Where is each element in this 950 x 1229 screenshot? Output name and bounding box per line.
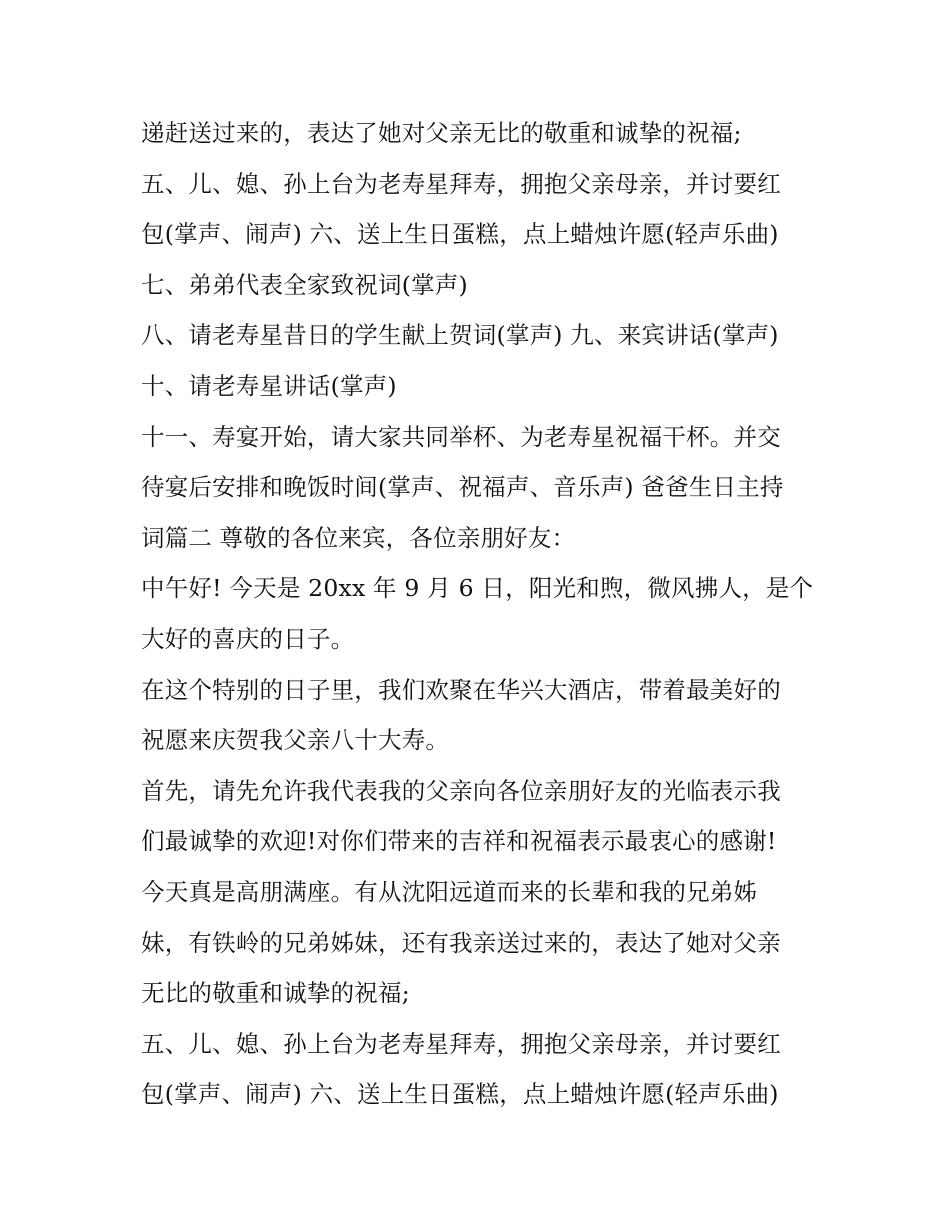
- text-line: 十、请老寿星讲话(掌声): [141, 371, 397, 400]
- text-line: 七、弟弟代表全家致祝词(掌声): [141, 270, 468, 299]
- text-line: 十一、寿宴开始，请大家共同举杯、为老寿星祝福干杯。并交: [141, 422, 781, 451]
- text-line: 五、儿、媳、孙上台为老寿星拜寿，拥抱父亲母亲，并讨要红: [141, 1029, 781, 1058]
- text-line: 递赶送过来的，表达了她对父亲无比的敬重和诚挚的祝福;: [141, 119, 742, 147]
- text-line: 首先，请先允许我代表我的父亲向各位亲朋好友的光临表示我: [141, 776, 781, 805]
- text-line: 词篇二 尊敬的各位来宾，各位亲朋好友：: [141, 523, 576, 552]
- text-line: 待宴后安排和晚饭时间(掌声、祝福声、音乐声) 爸爸生日主持: [141, 473, 784, 502]
- text-line: 八、请老寿星昔日的学生献上贺词(掌声) 九、来宾讲话(掌声): [141, 321, 779, 350]
- text-line: 妹，有铁岭的兄弟姊妹，还有我亲送过来的，表达了她对父亲: [141, 928, 781, 957]
- text-line: 今天真是高朋满座。有从沈阳远道而来的长辈和我的兄弟姊: [141, 877, 758, 906]
- text-line: 在这个特别的日子里，我们欢聚在华兴大酒店，带着最美好的: [141, 675, 781, 704]
- text-line: 中午好! 今天是 20xx 年 9 月 6 日，阳光和煦，微风拂人，是个: [141, 574, 814, 603]
- text-line: 五、儿、媳、孙上台为老寿星拜寿，拥抱父亲母亲，并讨要红: [141, 169, 781, 198]
- text-line: 无比的敬重和诚挚的祝福;: [141, 979, 410, 1008]
- text-line: 包(掌声、闹声) 六、送上生日蛋糕，点上蜡烛许愿(轻声乐曲): [141, 220, 779, 249]
- text-line: 大好的喜庆的日子。: [141, 624, 355, 653]
- text-line: 祝愿来庆贺我父亲八十大寿。: [141, 726, 450, 755]
- text-line: 包(掌声、闹声) 六、送上生日蛋糕，点上蜡烛许愿(轻声乐曲): [141, 1080, 779, 1109]
- document-body: [141, 108, 821, 1120]
- text-line: 们最诚挚的欢迎!对你们带来的吉祥和祝福表示最衷心的感谢!: [141, 827, 777, 856]
